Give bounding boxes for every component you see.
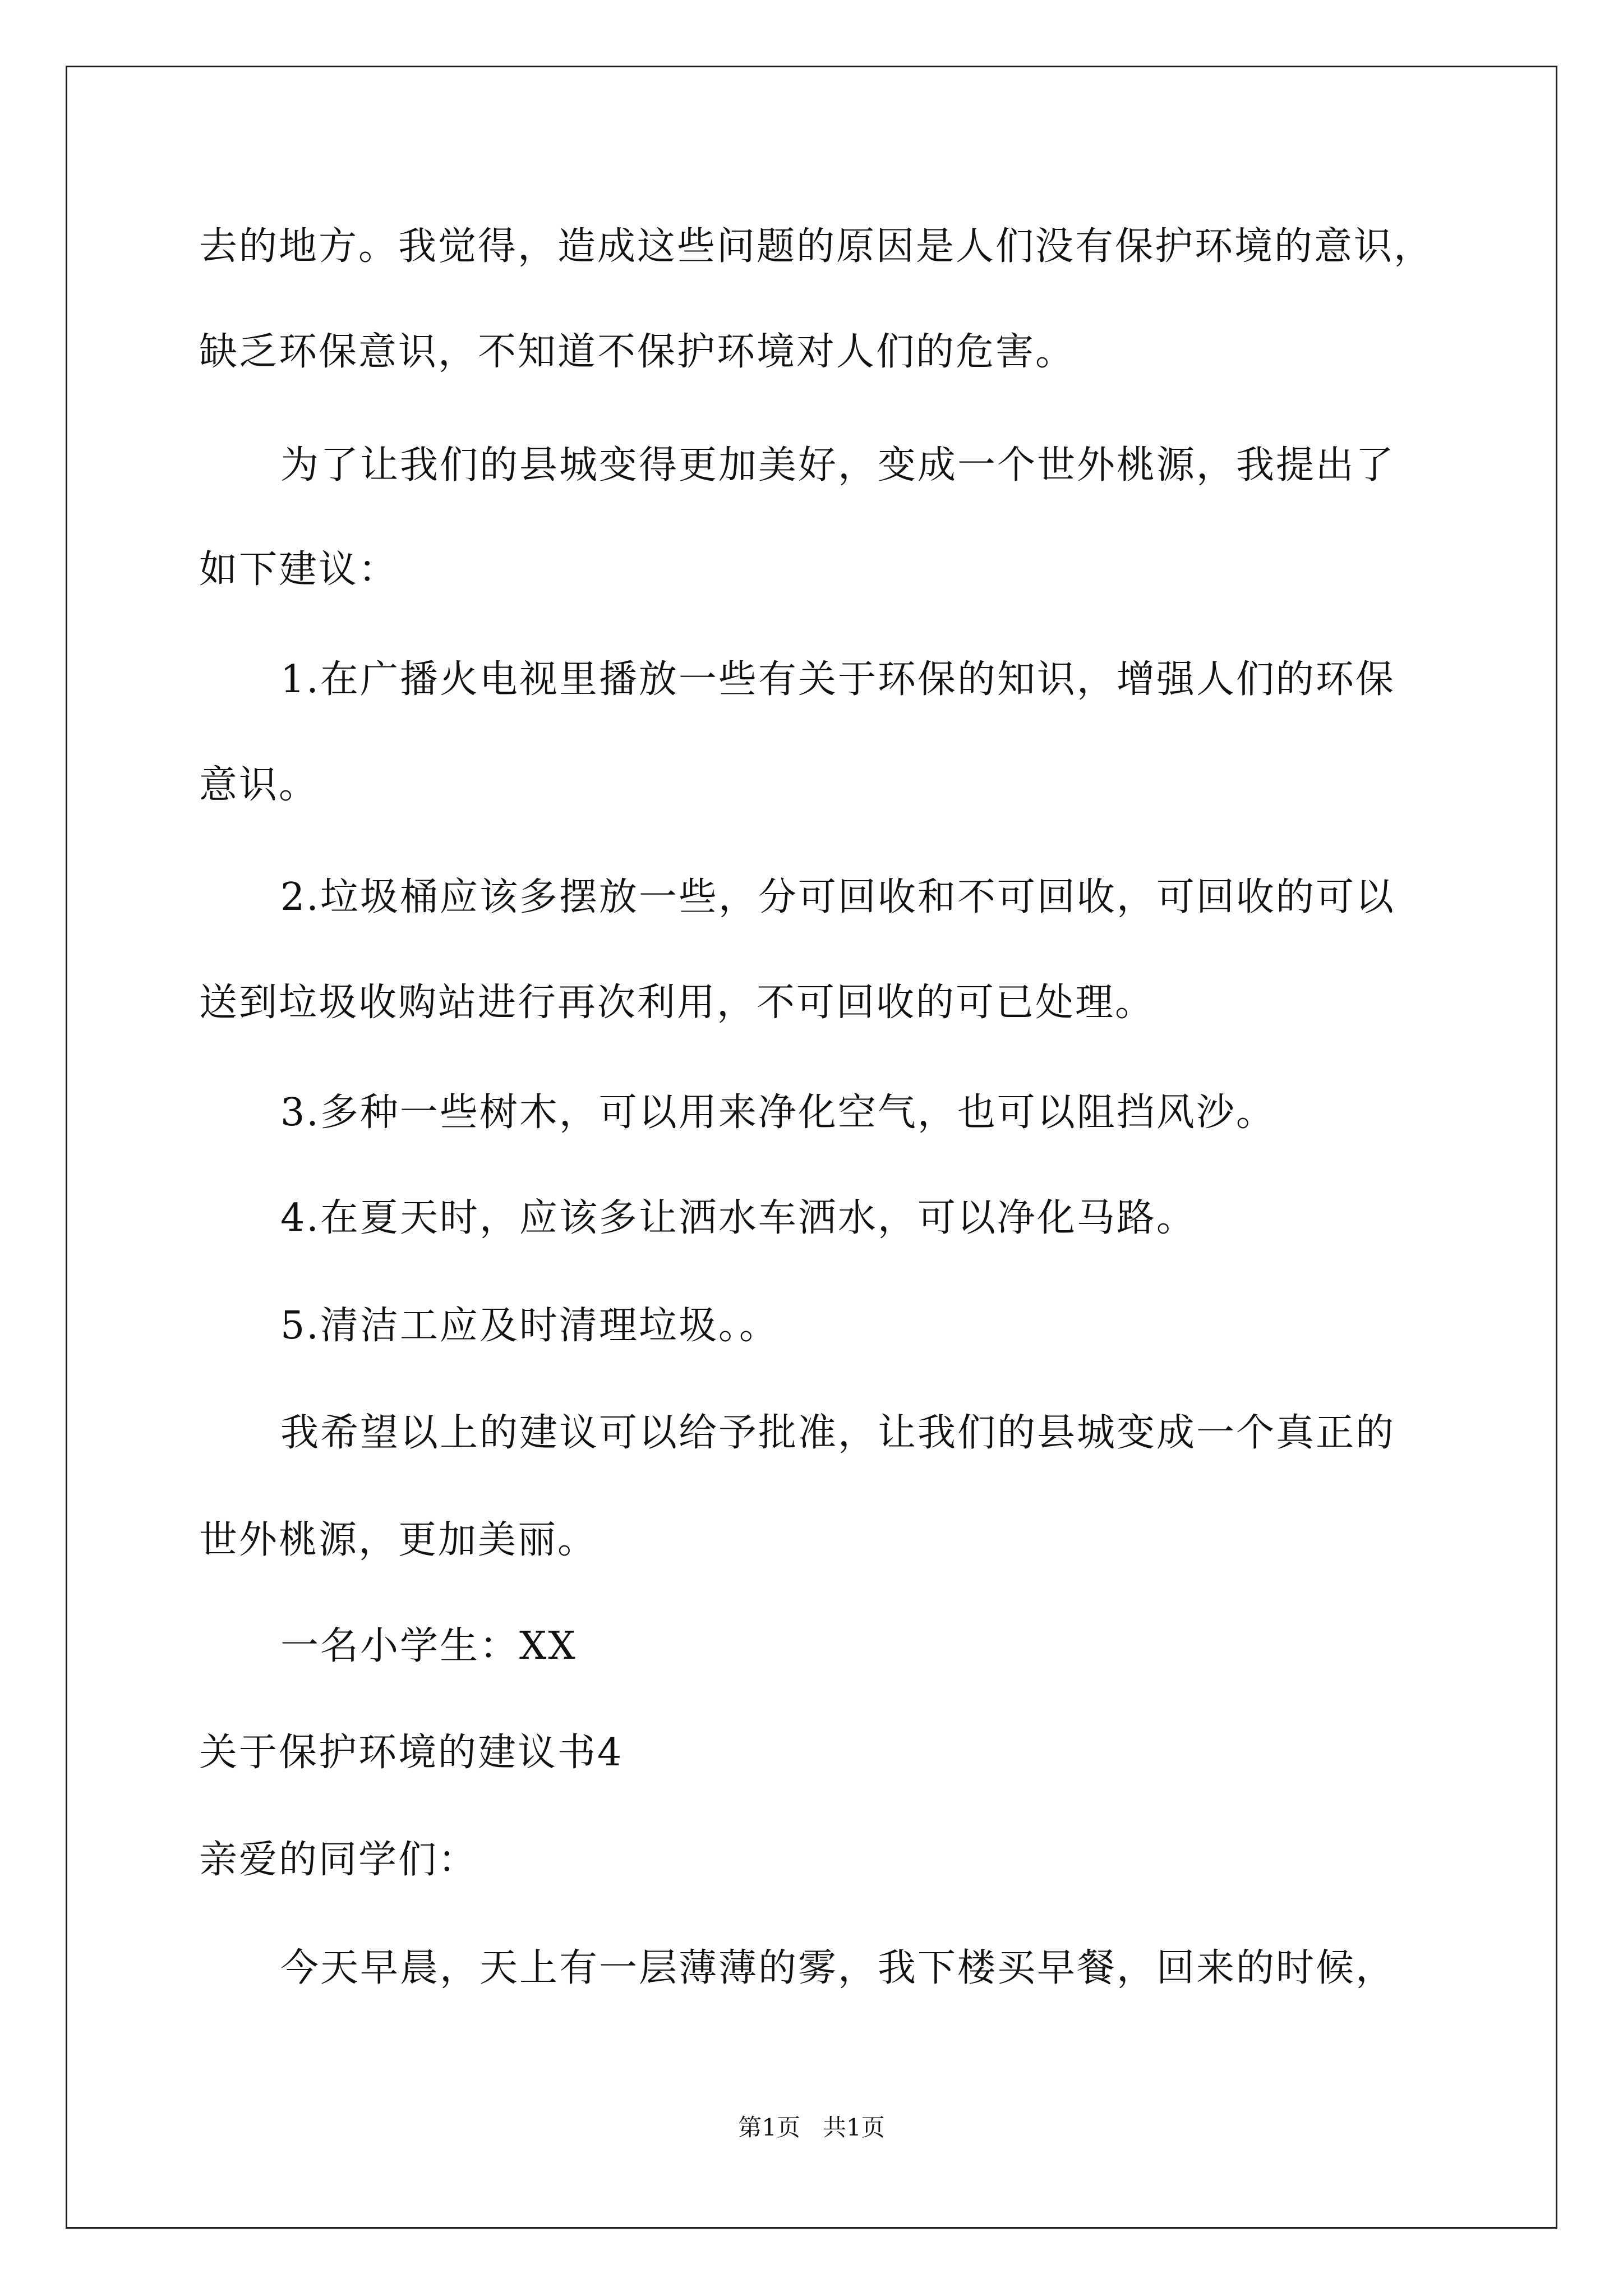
body-text-line: 4.在夏天时，应该多让洒水车洒水，可以净化马路。	[280, 1196, 1196, 1240]
body-text-line: 缺乏环保意识，不知道不保护环境对人们的危害。	[199, 330, 1076, 374]
body-text-line: 去的地方。我觉得，造成这些问题的原因是人们没有保护环境的意识，	[199, 224, 1434, 269]
body-text-line: 世外桃源，更加美丽。	[199, 1518, 598, 1562]
body-text-line: 5.清洁工应及时清理垃圾。。	[280, 1304, 779, 1348]
body-text-line: 我希望以上的建议可以给予批准，让我们的县城变成一个真正的	[280, 1411, 1396, 1455]
page-footer: 第1页 共1页	[738, 2114, 885, 2141]
section-title: 关于保护环境的建议书4	[199, 1731, 624, 1775]
body-text-line: 如下建议：	[199, 547, 399, 592]
body-text-line: 3.多种一些树木，可以用来净化空气，也可以阻挡风沙。	[280, 1091, 1276, 1135]
body-text-line: 意识。	[199, 763, 319, 807]
body-text-line: 送到垃圾收购站进行再次利用，不可回收的可已处理。	[199, 981, 1155, 1025]
body-text-line: 今天早晨，天上有一层薄薄的雾，我下楼买早餐，回来的时候，	[280, 1946, 1396, 1990]
salutation: 亲爱的同学们：	[199, 1838, 478, 1882]
page-border	[66, 66, 1557, 2229]
body-text-line: 2.垃圾桶应该多摆放一些，分可回收和不可回收，可回收的可以	[280, 875, 1395, 919]
body-text-line: 1.在广播火电视里播放一些有关于环保的知识，增强人们的环保	[280, 657, 1395, 702]
body-text-line: 为了让我们的县城变得更加美好，变成一个世外桃源，我提出了	[280, 443, 1396, 487]
signature-line: 一名小学生：XX	[280, 1624, 577, 1668]
